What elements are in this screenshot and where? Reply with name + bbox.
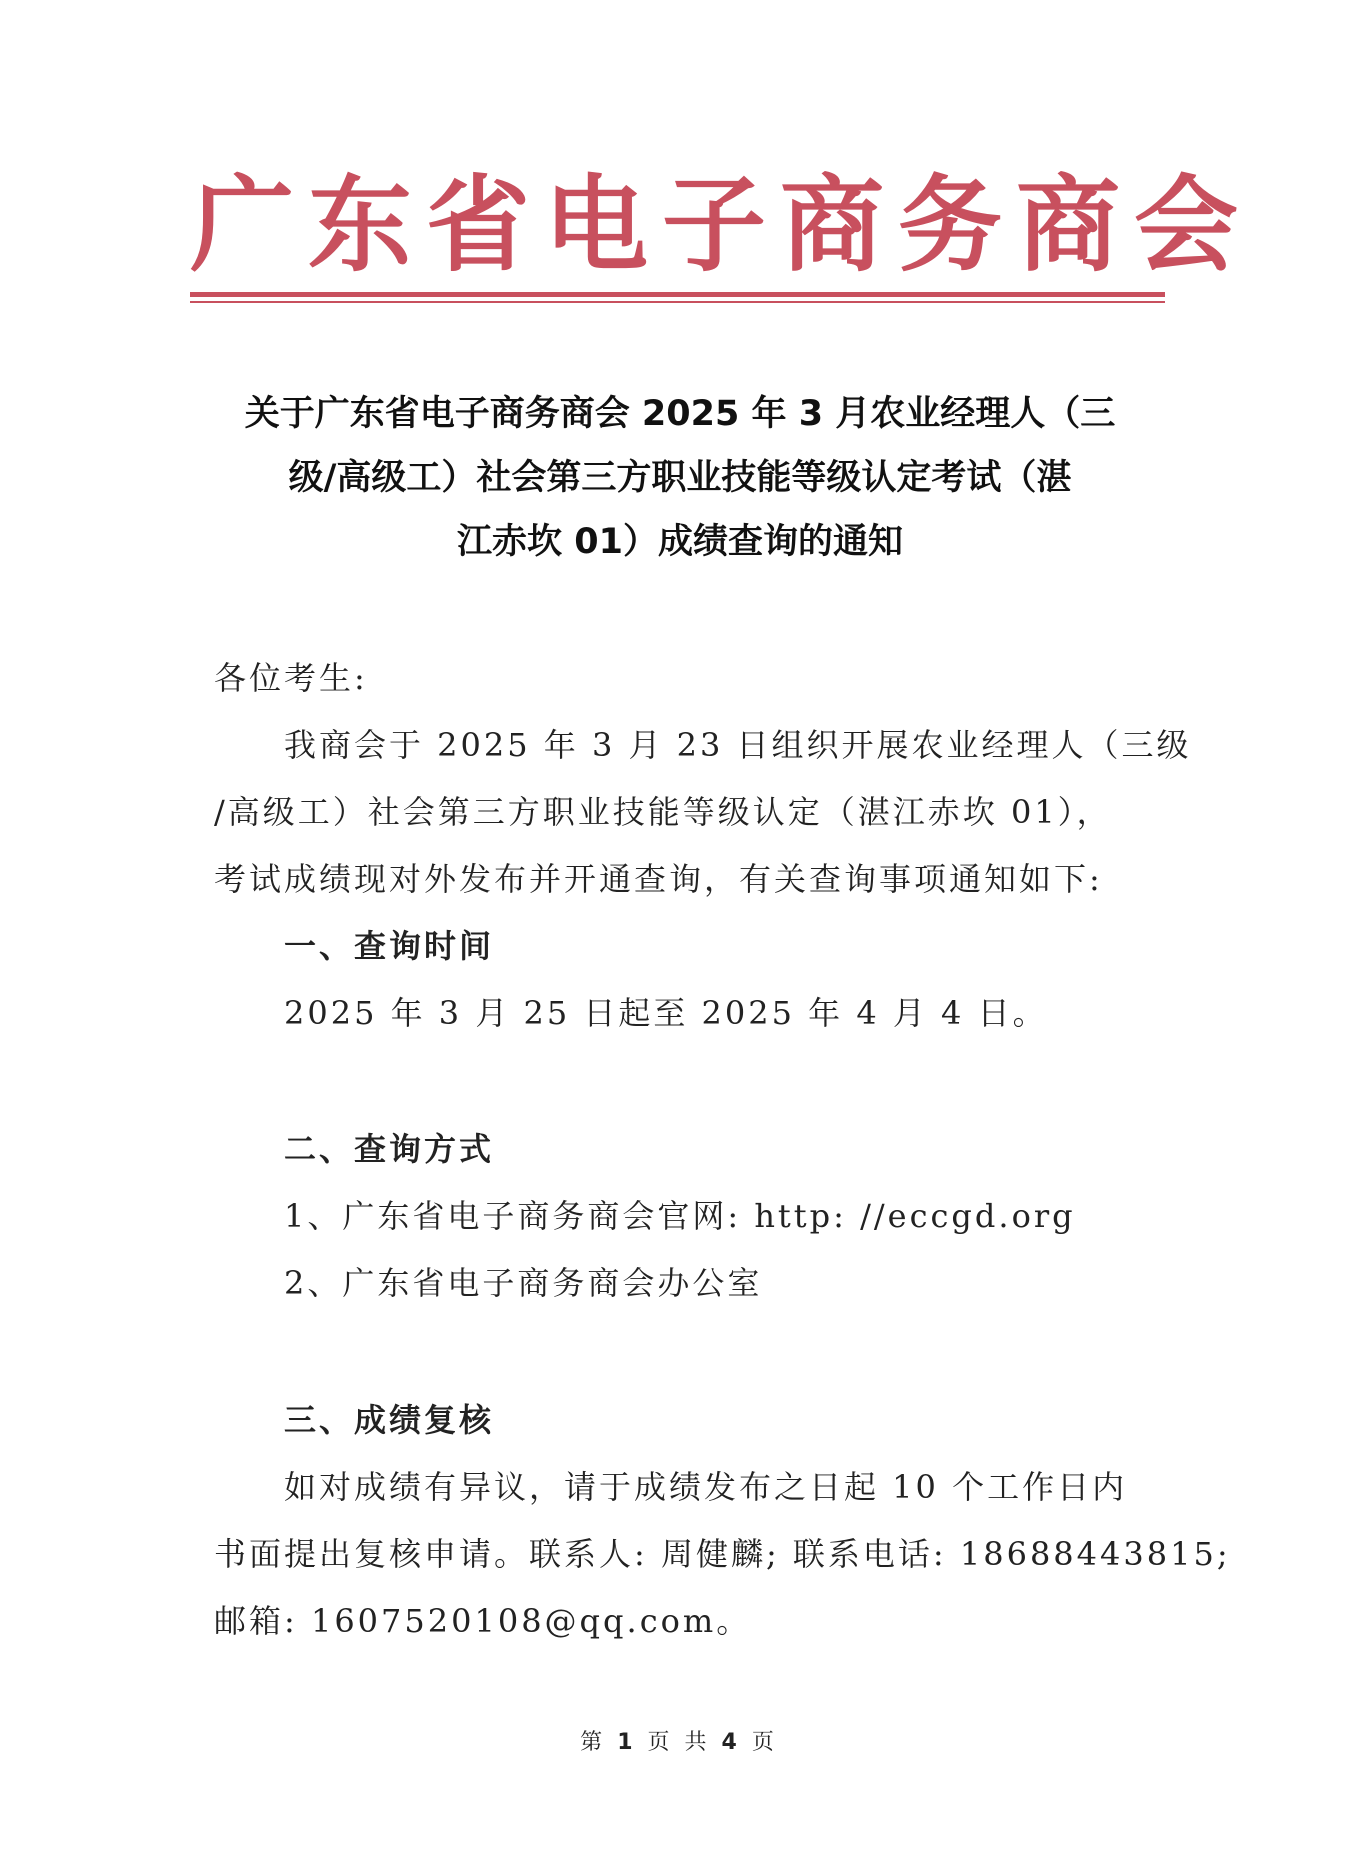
section3-line-2: 书面提出复核申请。联系人: 周健麟; 联系电话: 18688443815; (214, 1535, 1231, 1573)
intro-line-3: 考试成绩现对外发布并开通查询，有关查询事项通知如下: (214, 860, 1103, 898)
salutation: 各位考生: (214, 659, 368, 697)
notice-title (210, 382, 1150, 574)
title-line-1: 关于广东省电子商务商会 2025 年 3 月农业经理人（三 (244, 394, 1116, 434)
section2-item-website: 1、广东省电子商务商会官网: http: //eccgd.org (284, 1197, 1076, 1235)
letterhead-org-name: 广东省电子商务商会 (190, 163, 1253, 286)
intro-line-2: /高级工）社会第三方职业技能等级认定（湛江赤坎 01）， (214, 793, 1112, 831)
footer-total-pages: 4 (721, 1730, 741, 1755)
title-line-2: 级/高级工）社会第三方职业技能等级认定考试（湛 (288, 458, 1072, 498)
footer-prefix: 第 (580, 1730, 607, 1755)
page-footer (0, 1725, 1358, 1756)
section2-heading: 二、查询方式 (284, 1130, 495, 1168)
section2-item-office: 2、广东省电子商务商会办公室 (284, 1264, 763, 1302)
letterhead-rule-thick (190, 292, 1165, 297)
footer-page-number: 1 (617, 1730, 637, 1755)
section1-heading: 一、查询时间 (284, 927, 495, 965)
footer-suffix: 页 (751, 1730, 778, 1755)
section3-line-1: 如对成绩有异议，请于成绩发布之日起 10 个工作日内 (284, 1468, 1128, 1506)
section3-line-3: 邮箱: 1607520108@qq.com。 (214, 1602, 752, 1640)
footer-middle: 页 共 (647, 1730, 711, 1755)
intro-line-1: 我商会于 2025 年 3 月 23 日组织开展农业经理人（三级 (284, 726, 1192, 764)
section3-heading: 三、成绩复核 (284, 1401, 495, 1439)
section1-text: 2025 年 3 月 25 日起至 2025 年 4 月 4 日。 (284, 994, 1048, 1032)
title-line-3: 江赤坎 01）成绩查询的通知 (457, 522, 903, 562)
letterhead-rule-thin (190, 301, 1165, 303)
